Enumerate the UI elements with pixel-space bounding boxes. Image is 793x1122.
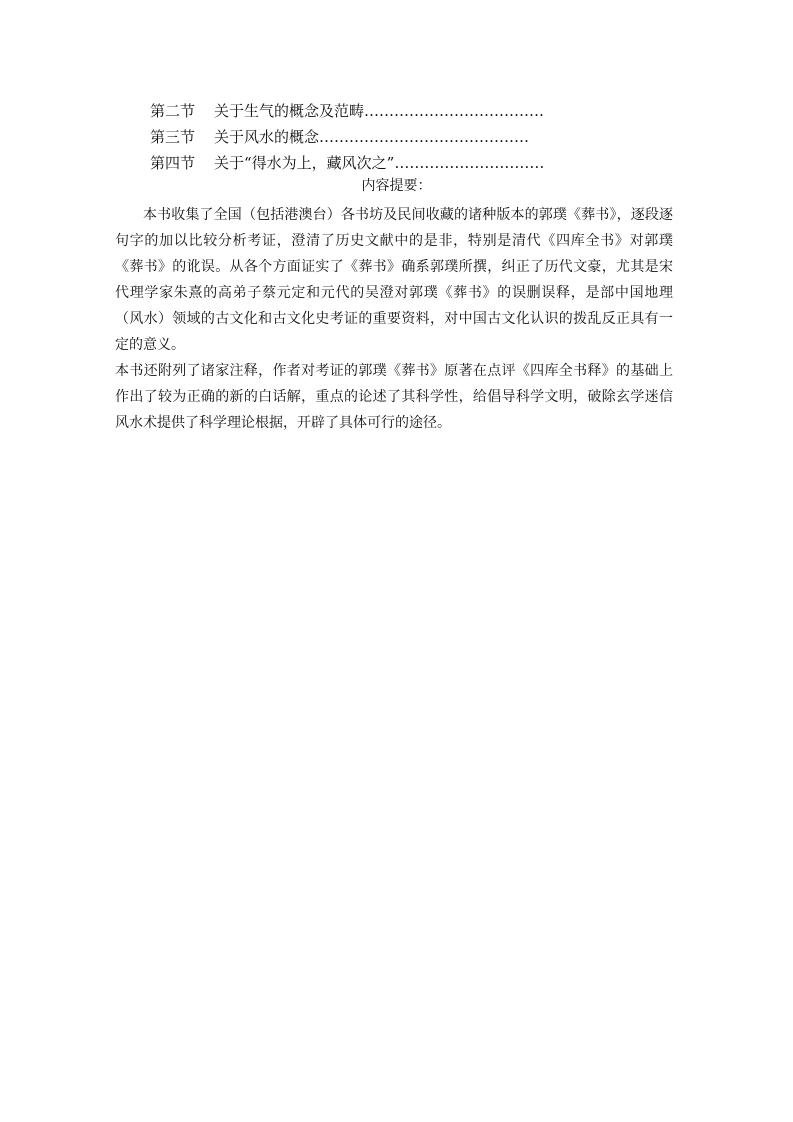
toc-section-number: 第四节 bbox=[150, 154, 196, 172]
toc-entry-section-4[interactable] bbox=[150, 150, 670, 176]
summary-body bbox=[115, 202, 673, 436]
summary-paragraph-1: 本书收集了全国（包括港澳台）各书坊及民间收藏的诸种版本的郭璞《葬书》，逐段逐句字的加以比较分析考证，澄清了历史文献中的是非，特别是清代《四库全书》对郭璞《葬书》的讹误。从各个方面证实了《葬书》确系郭璞所撰，纠正了历代文豪，尤其是宋代理学家朱熹的高弟子蔡元定和元代的吴澄对郭璞《葬书》的误删误释，是部中国地理（风水）领域的古文化和古文化史考证的重要资料，对中国古文化认识的拨乱反正具有一定的意义。 bbox=[115, 207, 673, 353]
toc-section-number: 第二节 bbox=[150, 102, 196, 120]
table-of-contents bbox=[150, 98, 670, 176]
toc-section-number: 第三节 bbox=[150, 128, 196, 146]
toc-leader-dots: ……………………………… bbox=[364, 102, 545, 120]
toc-section-title: 关于“得水为上，藏风次之” bbox=[214, 154, 395, 172]
toc-leader-dots: …………………………………… bbox=[319, 128, 530, 146]
toc-section-title: 关于生气的概念及范畴 bbox=[214, 102, 365, 120]
toc-leader-dots: ………………………… bbox=[394, 154, 545, 172]
summary-paragraph-2: 本书还附列了诸家注释，作者对考证的郭璞《葬书》原著在点评《四库全书释》的基础上作出了较为正确的新的白话解，重点的论述了其科学性，给倡导科学文明，破除玄学迷信风水术提供了科学理论根据，开辟了具体可行的途径。 bbox=[115, 363, 673, 431]
toc-entry-section-3[interactable] bbox=[150, 124, 670, 150]
toc-section-title: 关于风水的概念 bbox=[214, 128, 320, 146]
toc-entry-section-2[interactable] bbox=[150, 98, 670, 124]
summary-heading: 内容提要： bbox=[361, 178, 432, 194]
